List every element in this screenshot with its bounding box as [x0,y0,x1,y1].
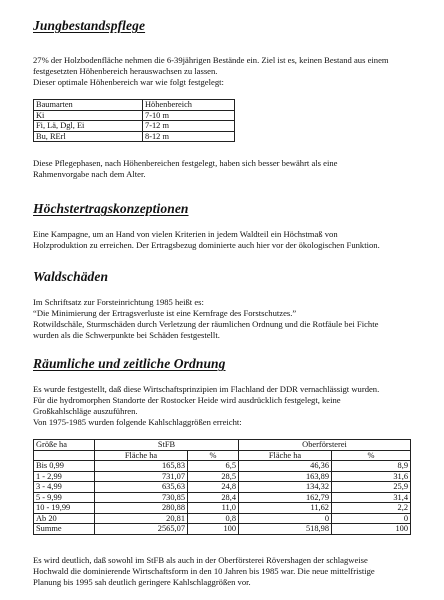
table-cell: Ab 20 [34,513,95,524]
table-row [34,110,235,121]
table-cell: 163,89 [239,471,332,482]
table-cell: 7-12 m [143,121,235,132]
table-cell: 635,63 [95,482,188,493]
table-cell: 28,4 [188,492,239,503]
table-row [34,513,411,524]
table-cell: 11,0 [188,503,239,514]
subheader-cell: % [188,450,239,461]
text-line: Rahmenvorgabe nach dem Alter. [33,169,146,179]
text-line: Planung bis 1995 sah deutlich geringere Kahlschlaggrößen vor. [33,577,251,587]
table-cell: 7-10 m [143,110,235,121]
text-line: Dieser optimale Höhenbereich war wie folgt festgelegt: [33,77,224,87]
text-line: wurden als die Schwerpunkte bei Schäden festgestellt. [33,330,220,340]
table-cell: 730,85 [95,492,188,503]
text-line: Es wurde festgestellt, daß diese Wirtschaftsprinzipien im Flachland der DDR vernachlässigt wurden. [33,384,380,394]
table-cell: 10 - 19,99 [34,503,95,514]
table-cell: 31,4 [332,492,411,503]
text-line: 27% der Holzbodenfläche nehmen die 6-39jährigen Bestände ein. Ziel ist es, keinen Bestand aus einem [33,55,389,65]
table-cell: 134,32 [239,482,332,493]
heading-hoechstertragskonzeptionen: Höchstertragskonzeptionen [33,201,189,216]
table-cell: 5 - 9,99 [34,492,95,503]
text-line: Holzproduktion zu erreichen. Der Ertragsbezug dominierte auch hier vor der ökologischen Funktion. [33,240,380,250]
table-header-row [34,440,411,451]
header-cell: Höhenbereich [143,100,235,111]
header-cell-stfb: StFB [95,440,239,451]
table-row [34,503,411,514]
subheader-cell: % [332,450,411,461]
heading-waldschaeden: Waldschäden [33,269,109,284]
text-line: Eine Kampagne, um an Hand von vielen Kriterien in jedem Waldteil ein Höchstmaß von [33,229,338,239]
table-cell: 46,36 [239,461,332,472]
text-line: Von 1975-1985 wurden folgende Kahlschlaggrößen erreicht: [33,417,242,427]
table-row [34,471,411,482]
table-subheader-row [34,450,411,461]
table-cell: 280,88 [95,503,188,514]
table-cell: 24,8 [188,482,239,493]
ordnung-intro [33,384,379,428]
header-cell [34,450,95,461]
text-line: Großkahlschläge auszuführen. [33,406,138,416]
hoehenbereich-table [33,99,235,142]
text-line: Hochwald die dominierende Wirtschaftsform in den 10 Jahren bis 1985 war. Die neue mittelfristige [33,566,375,576]
table-cell: Bis 0,99 [34,461,95,472]
text-line: “Die Minimierung der Ertragsverluste ist eine Kernfrage des Forstschutzes.” [33,308,297,318]
table-cell: 25,9 [332,482,411,493]
header-cell: Baumarten [34,100,143,111]
header-cell: Größe ha [34,440,95,451]
table-cell: 1 - 2,99 [34,471,95,482]
table-cell: 31,6 [332,471,411,482]
heading-jungbestandspflege: Jungbestandspflege [33,18,146,33]
table-cell: 162,79 [239,492,332,503]
table-cell: 0,8 [188,513,239,524]
waldschaeden-text [33,297,378,341]
table-cell: 731,07 [95,471,188,482]
table-cell: 8-12 m [143,131,235,142]
table-cell: 28,5 [188,471,239,482]
hoechstertrag-text [33,229,380,251]
table-row [34,121,235,132]
jungbestand-outro [33,158,337,180]
table-cell: Bu, RErl [34,131,143,142]
table-row-summe [34,524,411,535]
table-cell: 20,81 [95,513,188,524]
table-header-row [34,100,235,111]
table-cell: Summe [34,524,95,535]
header-cell-oberfoersterei: Oberförsterei [239,440,411,451]
text-line: Rotwildschäle, Sturmschäden durch Verletzung der räumlichen Ordnung und die Rotfäule bei Fichte [33,319,379,329]
table-cell: Ki [34,110,143,121]
subheader-cell: Fläche ha [95,450,188,461]
table-cell: 0 [239,513,332,524]
table-cell: 6,5 [188,461,239,472]
text-line: Diese Pflegephasen, nach Höhenbereichen festgelegt, haben sich besser bewährt als eine [33,158,338,168]
table-cell: 100 [188,524,239,535]
table-cell: 100 [332,524,411,535]
ordnung-outro [33,555,375,588]
jungbestand-intro [33,55,389,88]
table-cell: 0 [332,513,411,524]
table-row [34,482,411,493]
table-row [34,492,411,503]
table-cell: Fi, Lä, Dgl, Ei [34,121,143,132]
heading-raeumliche-zeitliche-ordnung: Räumliche und zeitliche Ordnung [33,356,226,371]
table-cell: 518,98 [239,524,332,535]
table-cell: 11,62 [239,503,332,514]
text-line: Im Schriftsatz zur Forsteinrichtung 1985 heißt es: [33,297,204,307]
subheader-cell: Fläche ha [239,450,332,461]
text-line: festgesetzten Höhenbereich herauswachsen zu lassen. [33,66,218,76]
table-cell: 165,83 [95,461,188,472]
table-cell: 3 - 4,99 [34,482,95,493]
table-cell: 2,2 [332,503,411,514]
table-cell: 2565,07 [95,524,188,535]
text-line: Es wird deutlich, daß sowohl im StFB als auch in der Oberförsterei Rövershagen der schlagweise [33,555,368,565]
kahlschlag-table [33,439,411,535]
text-line: Für die hydromorphen Standorte der Rostocker Heide wird ausdrücklich festgelegt, keine [33,395,341,405]
table-row [34,461,411,472]
table-cell: 8,9 [332,461,411,472]
table-row [34,131,235,142]
